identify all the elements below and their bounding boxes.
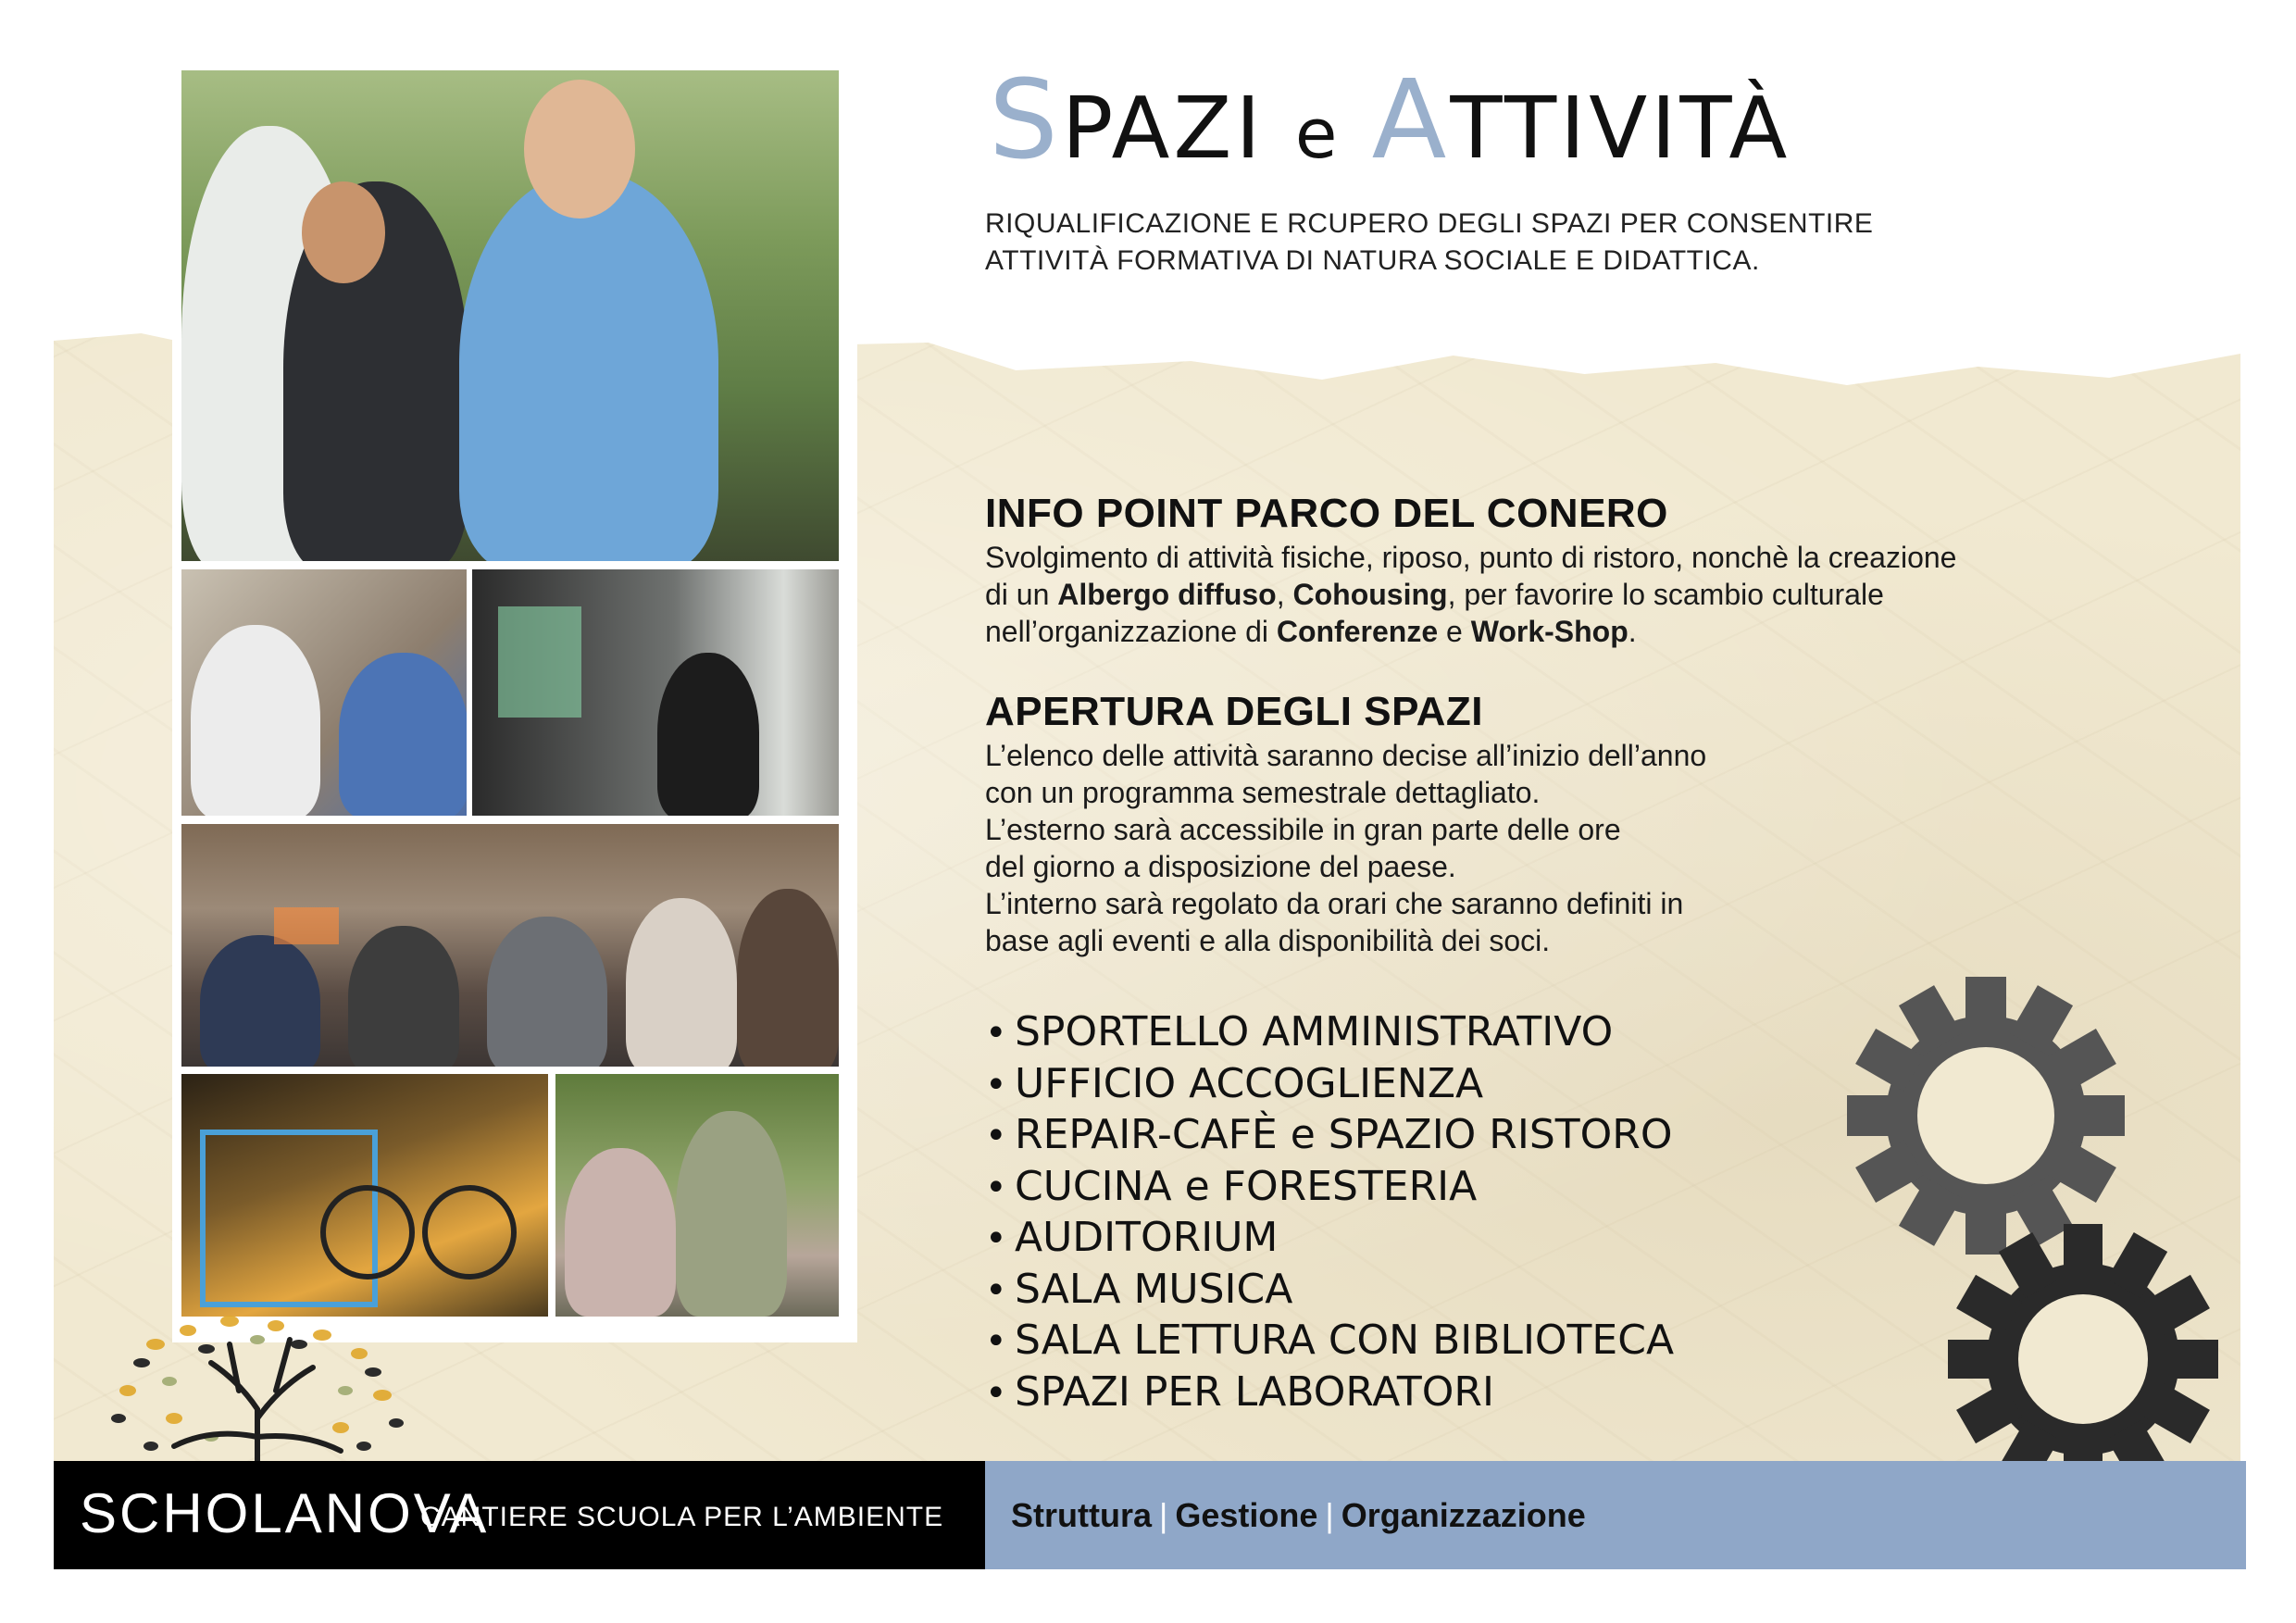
info-point-text-4: e [1438, 615, 1471, 648]
apertura-line: L’interno sarà regolato da orari che saranno definiti in [985, 887, 1684, 920]
info-point-text-2: , [1276, 578, 1293, 611]
apertura-line: con un programma semestrale dettagliato. [985, 776, 1541, 809]
brand-tagline: CANTIERE SCUOLA PER L’AMBIENTE [420, 1502, 944, 1532]
list-item-label: SPORTELLO AMMINISTRATIVO [1015, 1008, 1614, 1055]
subtitle-line-2: ATTIVITÀ FORMATIVA DI NATURA SOCIALE E DIDATTICA. [985, 245, 1760, 276]
nav-separator: | [1325, 1496, 1334, 1534]
page-title [989, 56, 1791, 183]
photo-outdoor-group [555, 1074, 839, 1317]
info-point-text-3: , per favorire lo scambio culturale nell’organizzazione di [985, 578, 1884, 648]
apertura-line: L’esterno sarà accessibile in gran parte delle ore [985, 813, 1621, 846]
apertura-heading: APERTURA DEGLI SPAZI [985, 689, 1484, 734]
subtitle-line-1: RIQUALIFICAZIONE E RCUPERO DEGLI SPAZI PER CONSENTIRE [985, 208, 1874, 239]
info-point-heading: INFO POINT PARCO DEL CONERO [985, 491, 1668, 536]
bullet-icon: • [985, 1371, 1007, 1415]
bullet-icon: • [985, 1115, 1007, 1157]
bullet-icon: • [985, 1063, 1007, 1106]
list-item [985, 1162, 1674, 1214]
bullet-icon: • [985, 1012, 1007, 1055]
title-word-e: e [1294, 94, 1341, 174]
list-item-label: REPAIR-CAFÈ e SPAZIO RISTORO [1015, 1111, 1673, 1158]
bullet-icon: • [985, 1268, 1007, 1312]
gear-icon [1842, 972, 2129, 1259]
bullet-icon: • [985, 1217, 1007, 1260]
list-item [985, 1059, 1674, 1111]
nav-item-struttura[interactable]: Struttura [1011, 1496, 1152, 1534]
bullet-icon: • [985, 1320, 1007, 1363]
list-item [985, 1110, 1674, 1162]
list-item-label: SALA LETTURA CON BIBLIOTECA [1015, 1317, 1675, 1364]
title-word-ttivita: TTIVITÀ [1450, 79, 1791, 178]
list-item-label: UFFICIO ACCOGLIENZA [1015, 1059, 1484, 1107]
info-point-body [985, 539, 1985, 650]
photo-conversation [181, 569, 467, 816]
tree-logo-icon [100, 1307, 415, 1474]
nav-separator: | [1159, 1496, 1168, 1534]
bullet-icon: • [985, 1166, 1007, 1209]
page-subtitle [985, 206, 1911, 280]
list-item-label: SALA MUSICA [1015, 1265, 1293, 1313]
list-item-label: CUCINA e FORESTERIA [1015, 1162, 1478, 1210]
footer-nav [1011, 1496, 1586, 1535]
title-initial-a: A [1371, 56, 1451, 183]
apertura-body [985, 737, 1985, 959]
brand-name: SCHOLANOVA [80, 1482, 490, 1544]
photo-audience [181, 824, 839, 1067]
list-item-label: AUDITORIUM [1015, 1214, 1279, 1261]
list-item [985, 1213, 1674, 1265]
footer-nav-bar [985, 1461, 2246, 1569]
list-item [985, 1007, 1674, 1059]
info-point-text-1: Svolgimento di attività fisiche, riposo, punto di ristoro, nonchè la creazione di un [985, 541, 1957, 611]
apertura-line: del giorno a disposizione del paese. [985, 850, 1456, 883]
list-item [985, 1265, 1674, 1317]
apertura-line: L’elenco delle attività saranno decise all’inizio dell’anno [985, 739, 1707, 772]
photo-projection-talk [472, 569, 839, 816]
title-initial-s: S [989, 56, 1062, 183]
photo-nordic-walking [181, 70, 839, 561]
list-item-label: SPAZI PER LABORATORI [1015, 1367, 1494, 1416]
info-point-text-5: . [1628, 615, 1637, 648]
footer-brand-bar [54, 1461, 985, 1569]
list-item [985, 1316, 1674, 1367]
title-word-pazi: PAZI [1061, 79, 1265, 178]
info-point-bold-workshop: Work-Shop [1470, 615, 1628, 648]
apertura-line: base agli eventi e alla disponibilità dei soci. [985, 924, 1551, 957]
info-point-bold-albergo: Albergo diffuso [1057, 578, 1277, 611]
spaces-list [985, 1007, 1674, 1418]
photo-bicycle-stand [181, 1074, 548, 1317]
nav-item-gestione[interactable]: Gestione [1175, 1496, 1318, 1534]
info-point-bold-conferenze: Conferenze [1276, 615, 1439, 648]
list-item [985, 1367, 1674, 1419]
gear-icon [1944, 1220, 2222, 1498]
nav-item-organizzazione[interactable]: Organizzazione [1341, 1496, 1586, 1534]
info-point-bold-cohousing: Cohousing [1292, 578, 1448, 611]
